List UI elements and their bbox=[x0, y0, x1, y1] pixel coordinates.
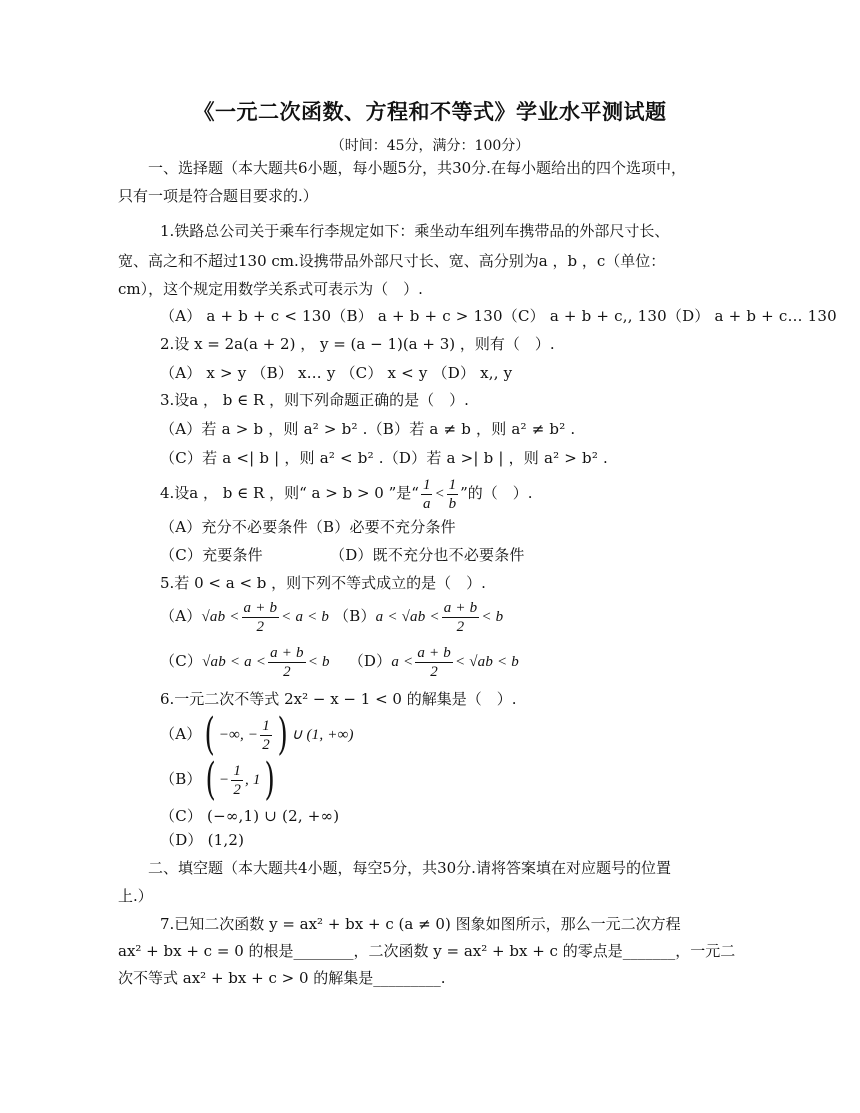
q1-line1: 1.铁路总公司关于乘车行李规定如下：乘坐动车组列车携带品的外部尺寸长、 bbox=[160, 222, 670, 240]
q5-fraction: $\frac{a + b}{2}$ bbox=[417, 644, 451, 680]
q4-options-ab: （A）充分不必要条件（B）必要不充分条件 bbox=[160, 518, 456, 536]
q6-stem: 6.一元二次不等式 2x² − x − 1 < 0 的解集是（ ）. bbox=[160, 690, 517, 708]
q1-options: （A） a + b + c < 130（B） a + b + c > 130（C） a + b + c,, 130（D） a + b + c… 130 bbox=[160, 307, 837, 325]
q7-line2: ax² + bx + c = 0 的根是________，二次函数 y = ax² + bx + c 的零点是_______，一元二 bbox=[118, 942, 736, 960]
q4-stem: 4.设a ， b ∈ R ，则“ a > b > 0 ”是“ $\frac{1}{a}$ < $\frac{1}{b}$ ”的（ ）. bbox=[160, 476, 533, 512]
q5-fraction: $\frac{a + b}{2}$ bbox=[270, 644, 304, 680]
q5-options-ab: （A）√ab < $\frac{a + b}{2}$ < a < b （B）a < √ab < $\frac{a + b}{2}$ < b bbox=[160, 599, 504, 635]
q3-options-ab: （A）若 a > b ，则 a² > b² .（B）若 a ≠ b ，则 a² ≠ b² . bbox=[160, 420, 576, 438]
q3-stem: 3.设a ， b ∈ R ，则下列命题正确的是（ ）. bbox=[160, 391, 469, 409]
q6-option-b: （B）( − $\frac{1}{2}$ , 1) bbox=[160, 754, 275, 805]
q4-option-c: （C）充要条件 bbox=[160, 546, 263, 564]
section2-heading: 二、填空题（本大题共4小题，每空5分，共30分.请将答案填在对应题号的位置 bbox=[148, 859, 671, 877]
q3-options-cd: （C）若 a <| b | ，则 a² < b² .（D）若 a >| b | ，则 a² > b² . bbox=[160, 449, 608, 467]
q5-options-cd: （C）√ab < a < $\frac{a + b}{2}$ < b （D）a < $\frac{a + b}{2}$ < √ab < b bbox=[160, 644, 519, 680]
q6-option-d: （D） (1,2) bbox=[160, 831, 245, 849]
q4-fraction-1-over-b: $\frac{1}{b}$ bbox=[448, 476, 457, 512]
q6-option-c: （C） (−∞,1) ∪ (2, +∞) bbox=[160, 807, 340, 825]
q5-stem: 5.若 0 < a < b ，则下列不等式成立的是（ ）. bbox=[160, 574, 486, 592]
q6-fraction: $\frac{1}{2}$ bbox=[262, 717, 270, 753]
q5-fraction: $\frac{a + b}{2}$ bbox=[443, 599, 478, 635]
q5-fraction: $\frac{a + b}{2}$ bbox=[243, 599, 278, 635]
section2-heading-cont: 上.） bbox=[118, 887, 153, 905]
q1-line2: 宽、高之和不超过130 cm.设携带品外部尺寸长、宽、高分别为a ，b ，c（单位： bbox=[118, 252, 666, 270]
q6-option-a: （A）( −∞, − $\frac{1}{2}$ ) ∪ (1, +∞) bbox=[160, 709, 354, 760]
q6-fraction: $\frac{1}{2}$ bbox=[233, 762, 242, 798]
q7-line3: 次不等式 ax² + bx + c > 0 的解集是_________. bbox=[118, 969, 446, 987]
q4-fraction-1-over-a: $\frac{1}{a}$ bbox=[422, 476, 431, 512]
page-title: 《一元二次函数、方程和不等式》学业水平测试题 bbox=[193, 99, 667, 124]
q1-line3: cm），这个规定用数学关系式可表示为（ ）. bbox=[118, 280, 423, 298]
section1-heading: 一、选择题（本大题共6小题，每小题5分，共30分.在每小题给出的四个选项中， bbox=[148, 159, 686, 177]
section1-heading-cont: 只有一项是符合题目要求的.） bbox=[118, 187, 318, 205]
q7-line1: 7.已知二次函数 y = ax² + bx + c (a ≠ 0) 图象如图所示，那么一元二次方程 bbox=[160, 915, 681, 933]
q2-options: （A） x > y （B） x… y （C） x < y （D） x,, y bbox=[160, 364, 513, 382]
exam-info: （时间：45分，满分：100分） bbox=[330, 138, 530, 154]
q4-option-d: （D）既不充分也不必要条件 bbox=[330, 546, 525, 564]
q2-stem: 2.设 x = 2a(a + 2) ， y = (a − 1)(a + 3) ，则有（ ）. bbox=[160, 335, 555, 353]
